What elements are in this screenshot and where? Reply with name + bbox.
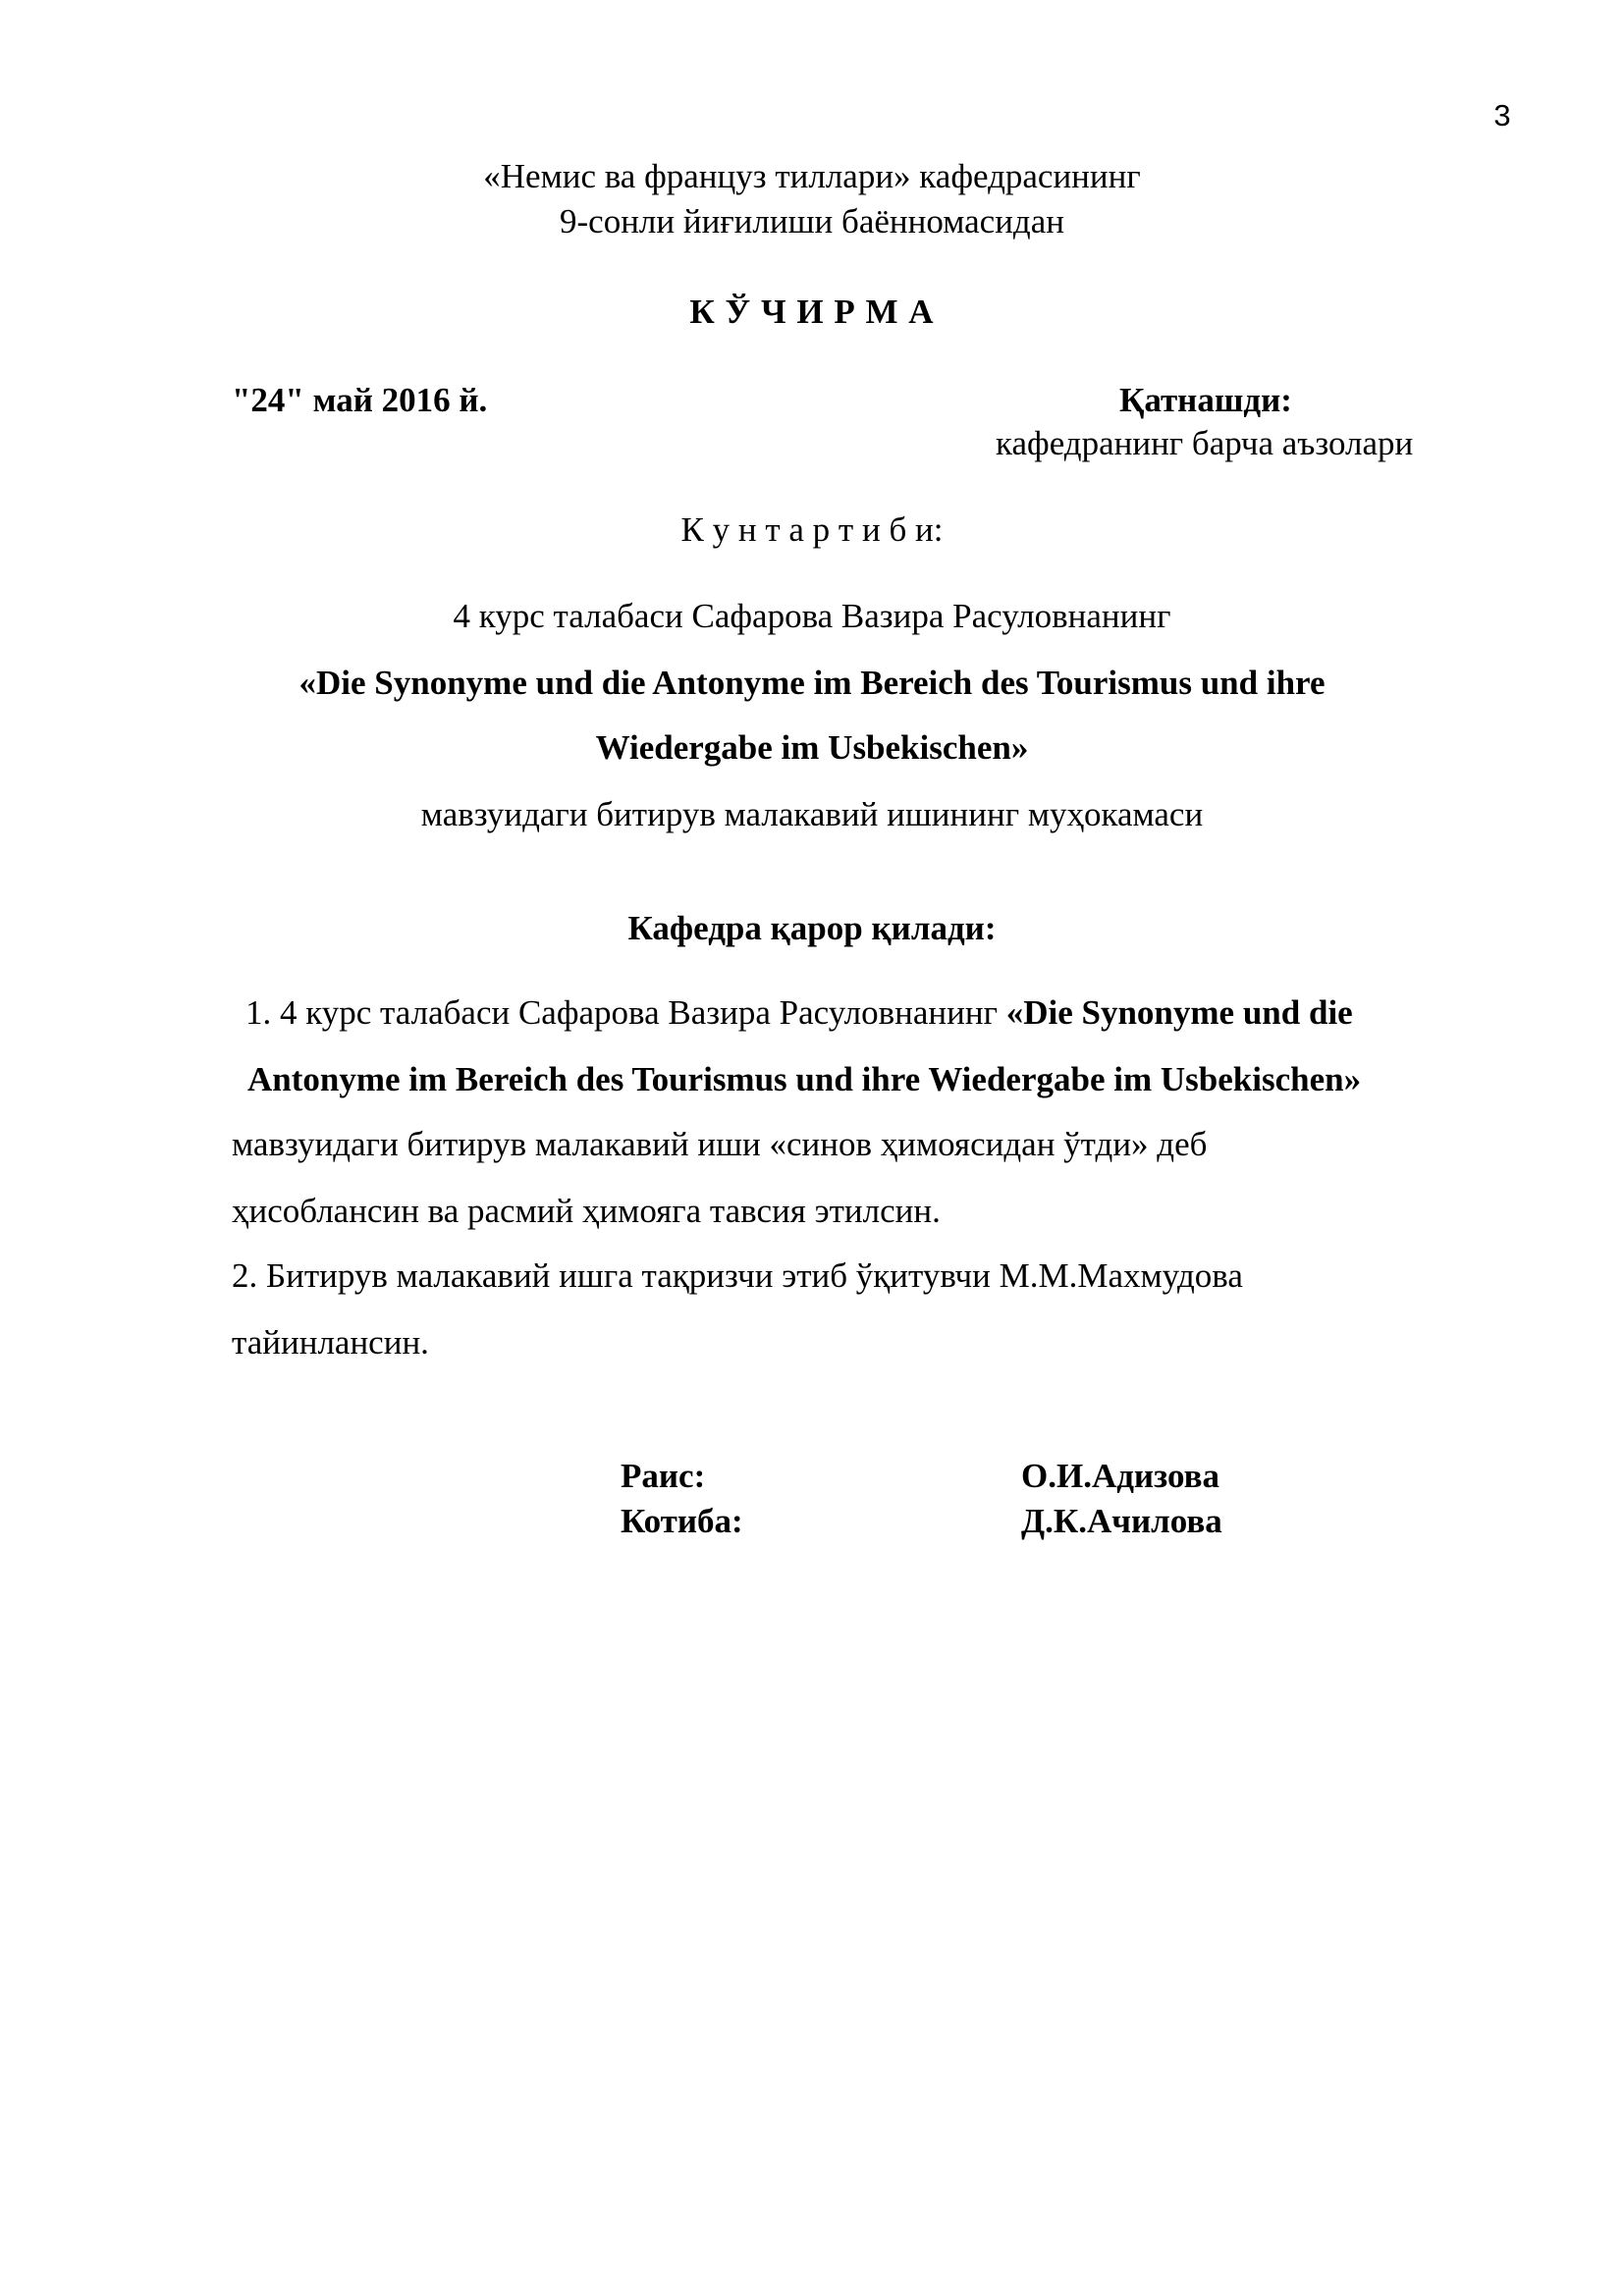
chair-label: Раис: bbox=[621, 1457, 706, 1495]
header-line-2: 9-сонли йиғилиши баённомасидан bbox=[560, 202, 1064, 240]
document-title: К Ў Ч И Р М А bbox=[689, 293, 935, 331]
header-line-1: «Немис ва француз тиллари» кафедрасининг bbox=[483, 157, 1141, 195]
decision-heading: Кафедра қарор қилади: bbox=[627, 909, 997, 947]
decision-item-1-line-4: ҳисоблансин ва расмий ҳимояга тавсия этилсин. bbox=[232, 1192, 941, 1230]
chair-name: О.И.Адизова bbox=[1021, 1457, 1219, 1495]
agenda-student-line: 4 курс талабаси Сафарова Вазира Расуловнанинг bbox=[453, 597, 1171, 635]
agenda-topic-line-1: «Die Synonyme und die Antonyme im Bereich des Tourismus und ihre bbox=[298, 664, 1326, 702]
decision-item-1-line-1 bbox=[245, 989, 1353, 1037]
decision-item-1-line-2: Antonyme im Bereich des Tourismus und ihre Wiedergabe im Usbekischen» bbox=[247, 1060, 1362, 1098]
attendance-value: кафедранинг барча аъзолари bbox=[996, 424, 1414, 462]
attendance-label: Қатнашди: bbox=[1119, 381, 1292, 419]
decision-item-1-line-3: мавзуидаги битирув малакавий иши «синов ҳимоясидан ўтди» деб bbox=[232, 1125, 1208, 1163]
decision-item-2-line-1: 2. Битирув малакавий ишга тақризчи этиб ўқитувчи М.М.Махмудова bbox=[232, 1256, 1243, 1295]
agenda-last-line: мавзуидаги битирув малакавий ишининг муҳокамаси bbox=[420, 795, 1204, 833]
decision-item-2-line-2: тайинлансин. bbox=[232, 1323, 429, 1362]
agenda-topic-line-2: Wiedergabe im Usbekischen» bbox=[595, 728, 1029, 767]
decision-item-1-topic-start: «Die Synonyme und die bbox=[1005, 993, 1353, 1032]
secretary-label: Котиба: bbox=[621, 1502, 743, 1540]
secretary-name: Д.К.Ачилова bbox=[1021, 1502, 1222, 1540]
agenda-heading: К у н т а р т и б и: bbox=[680, 510, 944, 549]
decision-item-1-prefix: 1. 4 курс талабаси Сафарова Вазира Расуловнанинг bbox=[245, 993, 1006, 1032]
meeting-date: "24" май 2016 й. bbox=[232, 381, 488, 419]
page-number: 3 bbox=[1493, 98, 1511, 133]
